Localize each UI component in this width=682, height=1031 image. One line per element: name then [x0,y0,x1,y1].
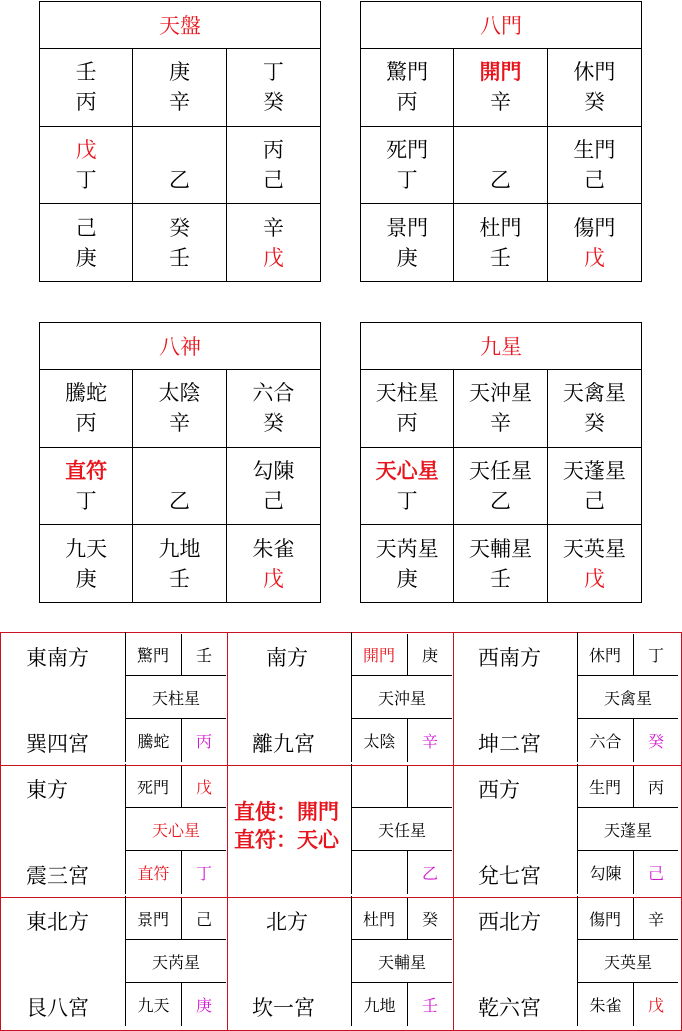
god-stem-box: 戊 [633,982,678,1026]
god-label: 九天 [65,537,108,562]
box-divider [351,764,352,808]
bamen-cell [361,204,454,282]
earth-stem: 戊 [583,246,605,271]
palace-name: 艮八宮 [26,996,89,1020]
palace-cell [0,632,226,764]
earth-stem: 庚 [75,246,97,271]
star-box: 天心星 [125,807,226,851]
god-label: 直符 [65,458,108,483]
door-stem-box: 丁 [633,634,678,676]
heaven-stem: 壬 [75,60,97,85]
star-label: 天柱星 [375,381,439,406]
door-label: 傷門 [573,216,616,241]
god-label: 六合 [252,381,295,406]
heaven-stem: 戊 [75,137,97,162]
earth-stem: 辛 [489,411,511,436]
earth-stem: 戊 [262,567,284,592]
palace-direction: 西方 [478,778,520,802]
jiuxing-cell [548,370,641,448]
tianpan-cell [227,204,320,282]
god-stem-box: 乙 [407,850,452,894]
star-box: 天禽星 [577,675,678,719]
bashen-cell [227,370,320,448]
star-label: 天禽星 [562,381,626,406]
palace-direction: 南方 [266,646,308,670]
tianpan-cell [40,204,133,282]
earth-stem: 丙 [396,411,418,436]
bashen-cell [40,370,133,448]
earth-stem: 丁 [75,488,97,513]
bamen-cell [454,204,547,282]
heaven-stem: 癸 [168,216,190,241]
tianpan-cell [133,49,226,127]
star-box: 天芮星 [125,939,226,983]
star-box: 天沖星 [351,675,452,719]
god-box: 太陰 [351,718,408,762]
tianpan-cell [133,127,226,205]
god-label: 勾陳 [252,458,295,483]
earth-stem: 己 [262,488,284,513]
bashen-cell [40,525,133,603]
bamen-cell [361,127,454,205]
earth-stem: 戊 [583,567,605,592]
bashen-cell [40,448,133,526]
bamen-title: 八門 [361,2,641,49]
bashen-cell [133,525,226,603]
star-label: 天心星 [375,458,439,483]
jiuxing-cell [454,370,547,448]
star-label: 天芮星 [375,537,439,562]
god-box [351,850,408,894]
center-duty-text [234,798,339,854]
palace-cell [226,632,452,764]
god-box: 九天 [125,982,182,1026]
door-box: 景門 [125,898,182,940]
door-box: 驚門 [125,634,182,676]
palace-direction: 西南方 [478,646,541,670]
earth-stem: 壬 [489,567,511,592]
god-box: 直符 [125,850,182,894]
god-label: 九地 [158,537,201,562]
star-label: 天任星 [468,458,532,483]
jiuxing-cell [548,525,641,603]
earth-stem: 丁 [396,488,418,513]
star-label: 天蓬星 [562,458,626,483]
box-divider [577,764,578,808]
star-label: 天英星 [562,537,626,562]
god-box: 朱雀 [577,982,634,1026]
box-divider [351,632,352,676]
star-label: 天輔星 [468,537,532,562]
earth-stem: 庚 [396,567,418,592]
palace-cell [452,764,678,896]
door-stem-box: 庚 [407,634,452,676]
door-box: 休門 [577,634,634,676]
god-box: 騰蛇 [125,718,182,762]
jiuxing-cell [361,525,454,603]
tianpan-panel [39,1,321,282]
earth-stem: 戊 [262,246,284,271]
jiuxing-cell [361,448,454,526]
door-label: 休門 [573,60,616,85]
earth-stem: 庚 [396,246,418,271]
earth-stem: 乙 [489,167,511,192]
god-stem-box: 辛 [407,718,452,762]
jiuxing-title: 九星 [361,323,641,370]
door-stem-box: 丙 [633,766,678,808]
bashen-cell [133,370,226,448]
door-box: 杜門 [351,898,408,940]
door-box: 開門 [351,634,408,676]
door-label: 生門 [573,137,616,162]
box-divider [125,632,126,676]
door-stem-box: 戊 [181,766,226,808]
door-box: 生門 [577,766,634,808]
earth-stem: 辛 [168,411,190,436]
god-box: 勾陳 [577,850,634,894]
bashen-cell [133,448,226,526]
tianpan-cell [40,49,133,127]
bashen-panel [39,322,321,603]
god-stem-box: 壬 [407,982,452,1026]
jiuxing-cell [454,448,547,526]
earth-stem: 庚 [75,567,97,592]
jiuxing-cell [361,370,454,448]
earth-stem: 壬 [168,246,190,271]
earth-stem: 己 [583,488,605,513]
earth-stem: 壬 [168,567,190,592]
earth-stem: 丙 [396,90,418,115]
earth-stem: 丙 [75,90,97,115]
earth-stem: 癸 [262,411,284,436]
tianpan-cell [40,127,133,205]
earth-stem: 辛 [168,90,190,115]
bamen-cell [454,49,547,127]
god-label: 騰蛇 [65,381,108,406]
tianpan-title: 天盤 [40,2,320,49]
earth-stem: 壬 [489,246,511,271]
god-stem-box: 丙 [181,718,226,762]
zhifu-label: 直符：天心 [234,828,339,852]
earth-stem: 乙 [168,488,190,513]
palace-name: 兌七宮 [478,864,541,888]
bamen-cell [548,127,641,205]
jiuxing-cell [548,448,641,526]
earth-stem: 癸 [583,411,605,436]
box-divider [577,896,578,940]
palace-direction: 東南方 [26,646,89,670]
door-box [351,766,408,808]
palace-direction: 東方 [26,778,68,802]
heaven-stem: 丁 [262,60,284,85]
bashen-cell [227,448,320,526]
box-divider [125,764,126,808]
star-label: 天沖星 [468,381,532,406]
door-stem-box [407,766,452,808]
god-stem-box: 庚 [181,982,226,1026]
palace-cell [452,632,678,764]
palace-direction: 西北方 [478,910,541,934]
palace-name: 坎一宮 [252,996,315,1020]
door-stem-box: 己 [181,898,226,940]
bamen-cell [548,49,641,127]
door-label: 景門 [386,216,429,241]
earth-stem: 癸 [262,90,284,115]
god-stem-box: 丁 [181,850,226,894]
god-box: 九地 [351,982,408,1026]
palace-cell [226,764,452,896]
door-label: 杜門 [479,216,522,241]
box-divider [577,632,578,676]
tianpan-cell [227,127,320,205]
palace-cell [0,896,226,1028]
palace-name: 乾六宮 [478,996,541,1020]
earth-stem: 丁 [75,167,97,192]
palace-direction: 東北方 [26,910,89,934]
bamen-cell [548,204,641,282]
jiuxing-panel [360,322,642,603]
heaven-stem: 己 [75,216,97,241]
earth-stem: 乙 [168,167,190,192]
star-box: 天任星 [351,807,452,851]
god-stem-box: 癸 [633,718,678,762]
door-label: 死門 [386,137,429,162]
palace-cell [226,896,452,1028]
door-stem-box: 壬 [181,634,226,676]
god-box: 六合 [577,718,634,762]
palace-name: 震三宮 [26,864,89,888]
box-divider [351,896,352,940]
earth-stem: 丙 [75,411,97,436]
palace-name: 離九宮 [252,732,315,756]
god-label: 太陰 [158,381,201,406]
tianpan-cell [227,49,320,127]
bamen-panel [360,1,642,282]
door-label: 開門 [479,60,522,85]
heaven-stem: 庚 [168,60,190,85]
bashen-title: 八神 [40,323,320,370]
heaven-stem: 辛 [262,216,284,241]
heaven-stem: 丙 [262,137,284,162]
tianpan-cell [133,204,226,282]
earth-stem: 己 [583,167,605,192]
earth-stem: 丁 [396,167,418,192]
door-box: 傷門 [577,898,634,940]
star-box: 天柱星 [125,675,226,719]
jiuxing-cell [454,525,547,603]
bamen-cell [361,49,454,127]
god-stem-box: 己 [633,850,678,894]
zhishi-label: 直使：開門 [234,800,339,824]
door-stem-box: 辛 [633,898,678,940]
star-box: 天英星 [577,939,678,983]
god-label: 朱雀 [252,537,295,562]
bamen-cell [454,127,547,205]
door-label: 驚門 [386,60,429,85]
earth-stem: 辛 [489,90,511,115]
palace-cell [452,896,678,1028]
box-divider [125,896,126,940]
bashen-cell [227,525,320,603]
earth-stem: 己 [262,167,284,192]
star-box: 天輔星 [351,939,452,983]
earth-stem: 癸 [583,90,605,115]
palace-cell [0,764,226,896]
palace-name: 巽四宮 [26,732,89,756]
earth-stem: 乙 [489,488,511,513]
palace-direction: 北方 [266,910,308,934]
door-box: 死門 [125,766,182,808]
star-box: 天蓬星 [577,807,678,851]
palace-name: 坤二宮 [478,732,541,756]
door-stem-box: 癸 [407,898,452,940]
